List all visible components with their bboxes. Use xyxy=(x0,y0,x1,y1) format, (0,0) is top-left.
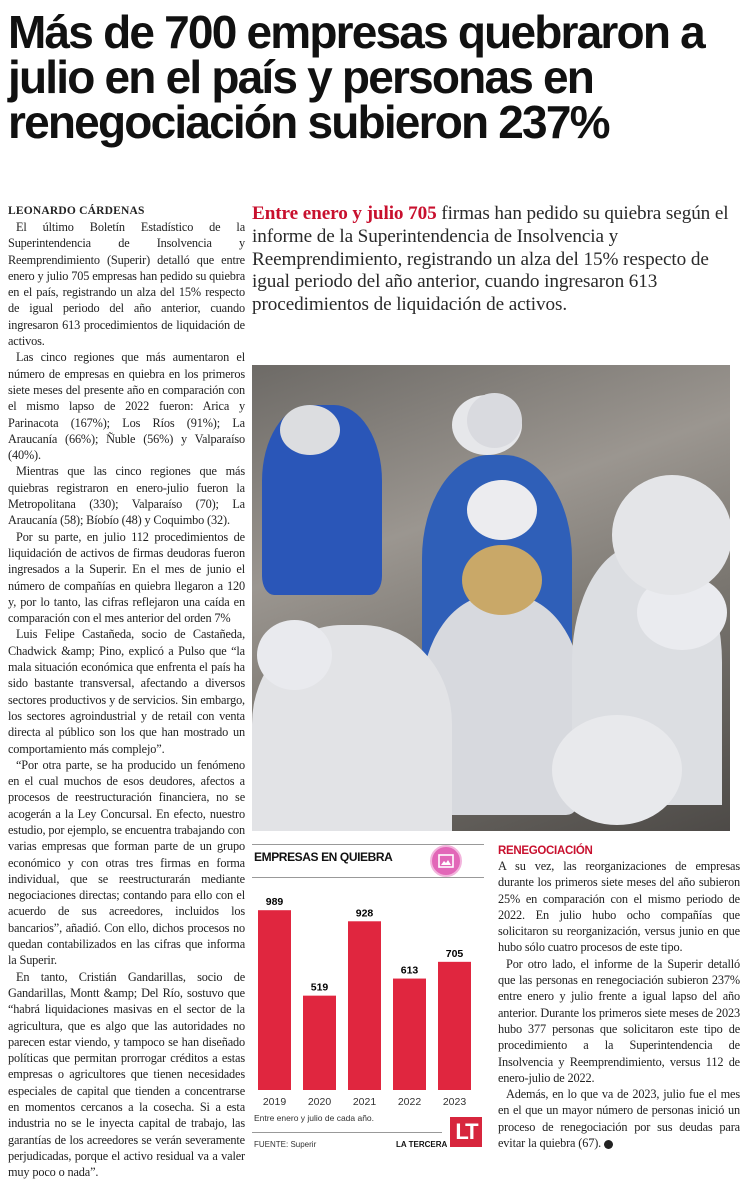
sidebar-paragraph: A su vez, las reorganizaciones de empresas durante los primeros siete meses del año subieron 25% en comparación con el mismo periodo de 2022. En julio hubo ocho compañías que solicitaron su reorganización, versus junio en que hubo sólo cuatro procesos de este tipo. xyxy=(498,859,740,955)
chart-brand: LA TERCERA xyxy=(396,1140,448,1149)
end-mark-icon xyxy=(604,1140,613,1149)
deck-lead: Entre enero y julio 705 xyxy=(252,203,437,224)
chart-title: EMPRESAS EN QUIEBRA xyxy=(254,850,393,864)
article-photo xyxy=(252,365,730,831)
byline: LEONARDO CÁRDENAS xyxy=(8,205,145,217)
sidebar-article xyxy=(498,845,740,1151)
sidebar-paragraph: Por otro lado, el informe de la Superir detalló que las personas en renegociación subieron 237% entre enero y julio frente a igual lapso del año anterior. Durante los primeros siete meses de 2023 hubo 377 personas que solicitaron este tipo de procedimiento a la Superintendencia de Insolvencia y Reemprendimiento, versus 112 de enero-julio de 2022. xyxy=(498,956,740,1085)
sidebar-paragraph-text: Además, en lo que va de 2023, julio fue el mes en el que un mayor número de personas inició un proceso de renegociación por sus deudas para evitar la quiebra (67). xyxy=(498,1087,740,1151)
body-paragraph: “Por otra parte, se ha producido un fenómeno en el cual muchos de esos deudores, afectos a procesos de reestructuración financiera, no se acogerán a la Ley Concursal. En efecto, nuestro estudio, por ejemplo, se encuentra trabajando con varias empresas que forman parte de un grupo económico y con otras tres firmas en forma individual, que se reestructurarán mediante negociaciones directas; contando para ello con el acuerdo de sus acreedores, incluidos los bancarios”, añadió. Con ello, dichos procesos no quedan contabilizados en las cifras que informa la Superir. xyxy=(8,757,245,968)
body-paragraph: Luis Felipe Castañeda, socio de Castañeda, Chadwick &amp; Pino, explicó a Pulso que “la mala situación económica que enfrenta el país ha sido bastante transversal, afectando a diversos sectores productivos y de servicios. Sin embargo, los sectores agroindustrial y de retail con venta directa al público son los que han mostrado un comportamiento más complejo”. xyxy=(8,627,245,756)
body-paragraph: En tanto, Cristián Gandarillas, socio de Gandarillas, Montt &amp; Del Río, sostuvo que “habrá liquidaciones masivas en el sector de la agricultura, que es algo que las autoridades no parecen estar viendo, y tampoco se han diseñado políticas que permitan prorrogar créditos a estas empresas o agricultores que tienen necesidades especiales de capital que tienden a concentrarse en momentos cercanos a la cosecha. Si a esta industria no se le inyecta capital de trabajo, las garantías de los acreedores se verán severamente perjudicadas, porque el activo residual va a valer muy poco o nada”. xyxy=(8,969,245,1180)
bar-value-label: 989 xyxy=(265,896,284,909)
deck xyxy=(252,203,732,317)
bar-2019 xyxy=(258,910,291,1090)
x-tick-label: 2020 xyxy=(307,1096,332,1108)
bar-2023 xyxy=(438,962,471,1090)
body-paragraph: Las cinco regiones que más aumentaron el número de empresas en quiebra en los primeros siete meses del presente año en comparación con el mismo lapso de 2022 fueron: Arica y Parinacota (167%); Los Ríos (91%); La Araucanía (66%); Ñuble (56%) y Valparaíso (40%). xyxy=(8,350,245,463)
bar-value-label: 519 xyxy=(310,981,329,994)
x-tick-label: 2023 xyxy=(442,1096,467,1108)
x-tick-label: 2022 xyxy=(397,1096,422,1108)
article-body xyxy=(8,205,245,1181)
bar-2022 xyxy=(393,979,426,1090)
x-tick-label: 2019 xyxy=(262,1096,287,1108)
x-tick-label: 2021 xyxy=(352,1096,377,1108)
bar-value-label: 928 xyxy=(355,907,374,920)
bar-value-label: 613 xyxy=(400,964,419,977)
subhead: RENEGOCIACIÓN xyxy=(498,845,593,857)
bar-2020 xyxy=(303,996,336,1090)
headline: Más de 700 empresas quebraron a julio en el país y personas en renegociación subieron 237% xyxy=(8,6,704,148)
sidebar-paragraph xyxy=(498,1086,740,1151)
bar-2021 xyxy=(348,921,381,1090)
chart-plot xyxy=(252,840,487,1110)
body-paragraph: El último Boletín Estadístico de la Superintendencia de Insolvencia y Reemprendimiento (Superir) detalló que entre enero y julio 705 empresas han pedido su quiebra en el país, registrando un alza del 15% respecto de igual periodo del año anterior, cuando ingresaron 613 procedimientos de liquidación de activos. xyxy=(8,220,245,349)
bar-chart xyxy=(252,840,487,1152)
deck-text: firmas han pedido su quiebra según el informe de la Superintendencia de Insolvencia y Reemprendimiento, registrando un alza del 15% respecto de igual periodo del año anterior, cuando ingresaron 613 procedimientos de liquidación de activos. xyxy=(252,203,729,316)
chart-bottom-rule xyxy=(252,1132,442,1133)
la-tercera-logo: LT xyxy=(450,1117,482,1147)
body-paragraph: Mientras que las cinco regiones que más quiebras registraron en enero-julio fueron la Metropolitana (330); Valparaíso (70); La Araucanía (58); Bíobío (48) y Coquimbo (32). xyxy=(8,464,245,528)
bar-value-label: 705 xyxy=(445,947,464,960)
body-paragraph: Por su parte, en julio 112 procedimientos de liquidación de activos de firmas deudoras fueron ingresados a la Superir. En el mes de junio el número de compañías en quiebra llegaron a 120 y, por lo tanto, las cifras reflejaron una caída en comparación con el mes anterior del orden 7% xyxy=(8,529,245,626)
chart-source: FUENTE: Superir xyxy=(254,1140,317,1149)
chart-note: Entre enero y julio de cada año. xyxy=(254,1113,375,1123)
